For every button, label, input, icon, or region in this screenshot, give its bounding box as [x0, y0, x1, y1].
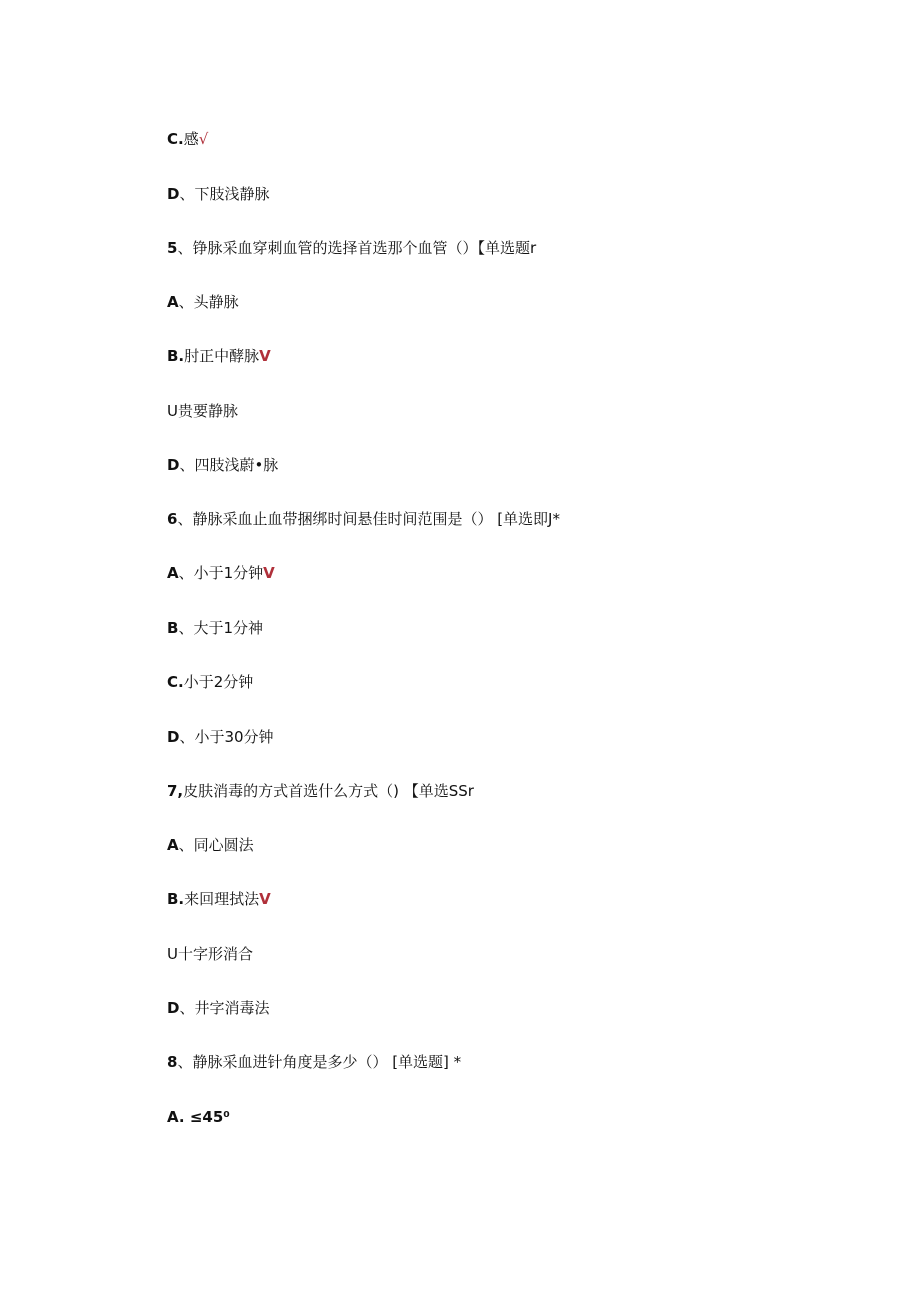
option-label: A — [167, 836, 179, 854]
question-number: 6 — [167, 510, 178, 528]
option-a-q7 — [167, 835, 254, 855]
option-label: D — [167, 728, 180, 746]
option-text: U贵要静脉 — [167, 402, 238, 420]
option-text: 、同心圆法 — [178, 836, 254, 854]
option-label: D — [167, 999, 180, 1017]
option-d-q5 — [167, 455, 278, 475]
question-number: 5 — [167, 239, 178, 257]
option-text: ≤45⁰ — [184, 1108, 230, 1126]
option-b-q7 — [167, 889, 271, 909]
question-7 — [167, 781, 474, 801]
question-5 — [167, 238, 536, 258]
option-a-q6 — [167, 563, 275, 583]
answer-check-mark: V — [259, 890, 271, 908]
question-6 — [167, 509, 560, 529]
option-label: B — [167, 619, 179, 637]
option-label: D — [167, 185, 180, 203]
option-text: U十字形消合 — [167, 945, 253, 963]
option-label: C. — [167, 673, 184, 691]
question-8 — [167, 1052, 461, 1072]
option-label: A — [167, 564, 179, 582]
option-text: 肘正中酵脉 — [184, 347, 260, 365]
option-text: 小于2分钟 — [183, 673, 254, 691]
option-label: A — [167, 293, 179, 311]
option-text: 感 — [183, 130, 199, 148]
option-b-q5 — [167, 346, 271, 366]
question-text: 、静脉采血止血带捆绑时间悬佳时间范围是（） [单选即J* — [177, 510, 560, 528]
option-c-q6 — [167, 672, 253, 692]
answer-check-mark: √ — [198, 130, 209, 148]
option-c-q7 — [167, 944, 253, 964]
answer-check-mark: V — [259, 347, 271, 365]
option-text: 、头静脉 — [178, 293, 239, 311]
option-c-q4 — [167, 129, 208, 149]
option-a-q5 — [167, 292, 239, 312]
question-number: 8 — [167, 1053, 178, 1071]
option-text: 、小于30分钟 — [179, 728, 274, 746]
option-d-q7 — [167, 998, 269, 1018]
question-number: 7, — [167, 782, 184, 800]
option-label: D — [167, 456, 180, 474]
option-b-q6 — [167, 618, 263, 638]
option-label: C. — [167, 130, 184, 148]
option-text: 、井字消毒法 — [179, 999, 270, 1017]
option-c-q5 — [167, 401, 238, 421]
option-label: B. — [167, 890, 185, 908]
question-text: 皮肤消毒的方式首选什么方式（) 【单选SSr — [183, 782, 474, 800]
option-a-q8 — [167, 1107, 230, 1127]
option-text: 、小于1分钟 — [178, 564, 264, 582]
option-label: A. — [167, 1108, 185, 1126]
option-d-q4 — [167, 184, 269, 204]
question-text: 、静脉采血进针角度是多少（） [单选题] * — [177, 1053, 462, 1071]
option-text: 、下肢浅静脉 — [179, 185, 270, 203]
option-text: 来回理拭法 — [184, 890, 260, 908]
answer-check-mark: V — [263, 564, 275, 582]
option-d-q6 — [167, 727, 274, 747]
question-text: 、铮脉采血穿刺血管的选择首选那个血管（）【单选题r — [177, 239, 537, 257]
option-text: 、大于1分神 — [178, 619, 263, 637]
option-label: B. — [167, 347, 185, 365]
option-text: 、四肢浅蔚•脉 — [179, 456, 279, 474]
